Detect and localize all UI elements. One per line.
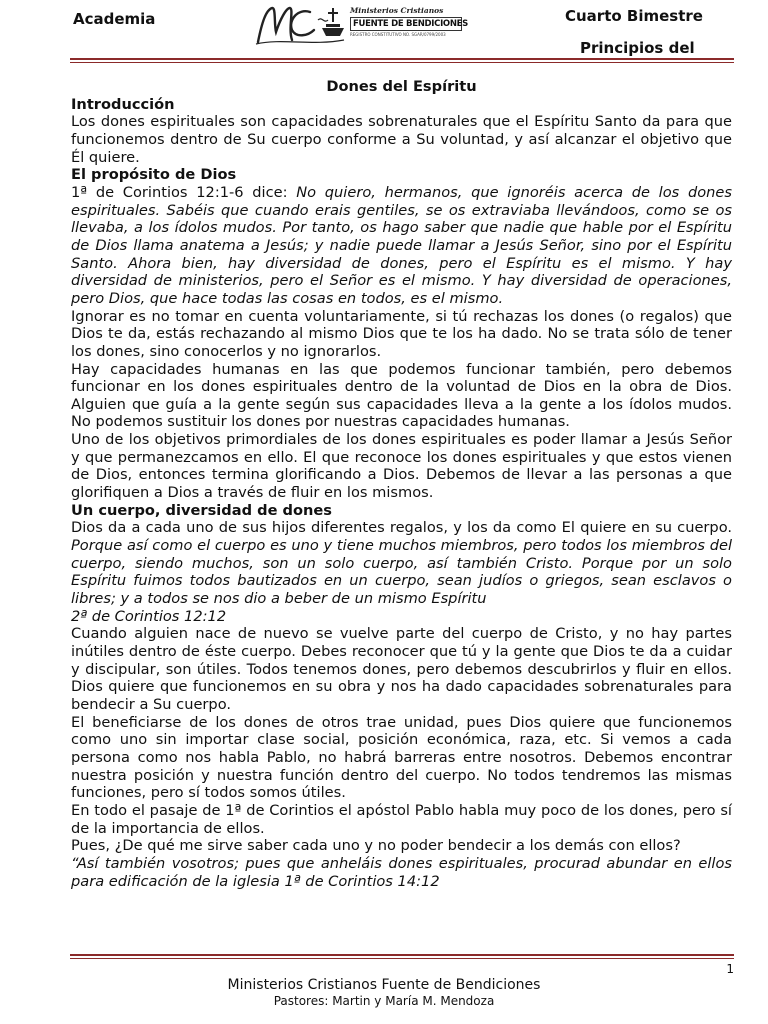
heading-proposito: El propósito de Dios [71,166,237,184]
logo-registration: REGISTRO CONSTITUTIVO NO. SGAR/0799/2003 [350,32,446,37]
paragraph-final-quote [71,855,732,890]
paragraph-pasaje: En todo el pasaje de 1ª de Corintios el apóstol Pablo habla muy poco de los dones, pero sí de la importancia de ellos. [71,801,732,837]
document-title: Dones del Espíritu [326,78,477,95]
paragraph-cuerpo: Dios da a cada uno de sus hijos diferentes regalos, y los da como El quiere en su cuerpo. Porque así como el cuerpo es uno y tiene muchos miembros, pero todos los miembros del cuerpo, siendo muchos, son un solo cuerpo, así también Cristo. Porque por un solo Espíritu fuimos todos bautizados en un cuerpo, sean judíos o griegos, sean esclavos o libres; y a todos se nos dio a beber de un mismo Espíritu 2ª de Corintios 12:12 [71,519,732,625]
header-divider-thin [70,62,734,63]
paragraph-introduccion: Los dones espirituales son capacidades sobrenaturales que el Espíritu Santo da para que funcionemos dentro de Su cuerpo conforme a Su voluntad, y así alcanzar el objetivo que Él quiere. [71,113,732,166]
logo-name-line: FUENTE DE BENDICIONES [350,17,462,31]
quote-text: “Así también vosotros; pues que anheláis dones espirituales, procurad abundar en ellos para edificación de la iglesia [71,854,732,890]
mc-monogram-logo [252,2,348,48]
paragraph-corintios-quote [71,184,732,308]
page-header [0,0,768,66]
paragraph-objetivos: Uno de los objetivos primordiales de los dones espirituales es poder llamar a Jesús Señor y que permanezcamos en ello. El que reconoce los dones espirituales y que estos vienen de Dios, entonces termina glorificando a Dios. Debemos de llevar a las personas a que glorifiquen a Dios a través de fluir en los mismos. [71,431,732,502]
page-number: 1 [726,962,734,976]
heading-introduccion: Introducción [71,95,175,113]
quote-reference: 1ª de Corintios 14:12 [284,872,440,890]
footer-pastors: Pastores: Martin y María M. Mendoza [273,994,495,1008]
header-divider-thick [70,58,734,60]
document-body [71,78,732,890]
paragraph-capacidades: Hay capacidades humanas en las que podemos funcionar también, pero debemos funcionar en los dones espirituales dentro de la voluntad de Dios en la obra de Dios. Alguien que guía a la gente según sus capacidades lleva a la gente a los ídolos mudos. No podemos sustituir los dones por nuestras capacidades humanas. [71,360,732,431]
paragraph-ignorar: Ignorar es no tomar en cuenta voluntariamente, si tú rechazas los dones (o regalos) que Dios te da, estás rechazando al mismo Dios que te los ha dado. No se trata sólo de tener los dones, sino conocerlos y no ignorarlos. [71,307,732,360]
logo-org-line: Ministerios Cristianos [350,6,444,15]
quote-reference: 1ª de Corintios 12:1-6 dice: [71,183,297,201]
header-bimestre: Cuarto Bimestre [565,7,703,25]
quote-text: Porque así como el cuerpo es uno y tiene muchos miembros, pero todos los miembros del cuerpo, siendo muchos, son un solo cuerpo, así también Cristo. Porque por un solo Espíritu fuimos todos bautizados en un cuerpo, sean judíos o griegos, sean esclavos o libres; y a todos se nos dio a beber de un mismo Espíritu [71,537,732,608]
ministry-logo [252,2,468,48]
paragraph-nace: Cuando alguien nace de nuevo se vuelve parte del cuerpo de Cristo, y no hay partes inútiles dentro de éste cuerpo. Debes reconocer que tú y la gente que Dios te da a cuidar y discipular, son útiles. Todos tenemos dones, pero debemos descubrirlos y fluir en ellos. Dios quiere que funcionemos en su obra y nos ha dado capacidades sobrenaturales para bendecir a Su cuerpo. [71,625,732,713]
paragraph-pues: Pues, ¿De qué me sirve saber cada uno y no poder bendecir a los demás con ellos? [71,837,681,855]
header-principios: Principios del [580,39,695,57]
quote-text: No quiero, hermanos, que ignoréis acerca de los dones espirituales. Sabéis que cuando erais gentiles, se os extraviaba llevándoos, como se os llevaba, a los ídolos mudos. Por tanto, os hago saber que nadie que hable por el Espíritu de Dios llama anatema a Jesús; y nadie puede llamar a Jesús Señor, sino por el Espíritu Santo. Ahora bien, hay diversidad de dones, pero el Espíritu es el mismo. Y hay diversidad de ministerios, pero el Señor es el mismo. Y hay diversidad de operaciones, pero Dios, que hace todas las cosas en todos, es el mismo. [71,183,732,307]
heading-cuerpo: Un cuerpo, diversidad de dones [71,501,332,519]
paragraph-beneficiarse: El beneficiarse de los dones de otros trae unidad, pues Dios quiere que funcionemos como uno sin importar clase social, posición económica, raza, etc. Si vemos a cada persona como nos habla Pablo, no habrá barreras entre nosotros. Debemos encontrar nuestra posición y nuestra función dentro del cuerpo. No todos tendremos las mismas funciones, pero sí todos somos útiles. [71,713,732,802]
footer-divider-thin [70,958,734,959]
footer-ministry: Ministerios Cristianos Fuente de Bendiciones [227,977,541,993]
quote-reference: 2ª de Corintios 12:12 [71,607,227,625]
footer-divider-thick [70,954,734,956]
header-academia: Academia [73,10,156,28]
